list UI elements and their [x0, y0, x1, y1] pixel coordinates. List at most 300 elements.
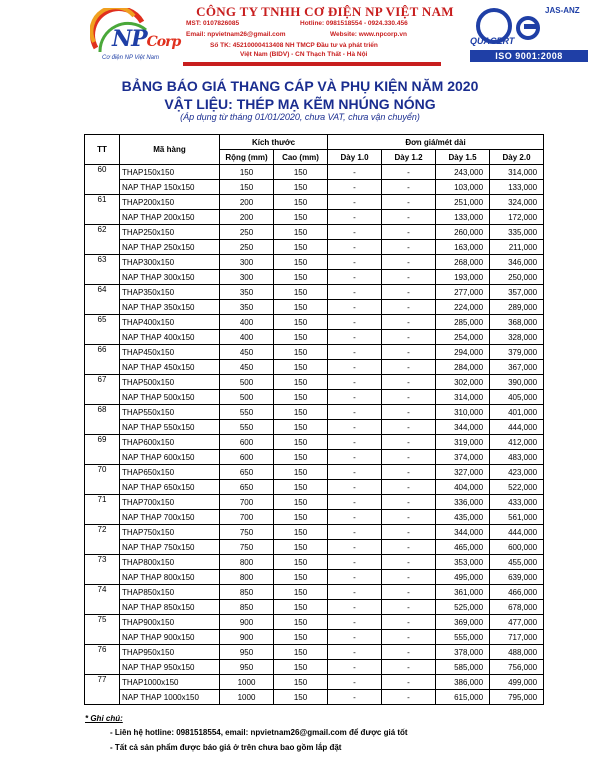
cell-thickness-2-0: 314,000	[490, 165, 544, 180]
cell-code: NAP THAP 750x150	[120, 540, 220, 555]
cell-tt: 61	[85, 195, 120, 225]
table-row	[85, 525, 544, 540]
cell-height: 150	[274, 675, 328, 690]
table-row	[85, 615, 544, 630]
header-thickness-1-0: Dày 1.0	[328, 150, 382, 165]
header-thickness-1-5: Dày 1.5	[436, 150, 490, 165]
cell-code: THAP400x150	[120, 315, 220, 330]
cell-thickness-2-0: 423,000	[490, 465, 544, 480]
cell-code: NAP THAP 400x150	[120, 330, 220, 345]
cell-thickness-2-0: 211,000	[490, 240, 544, 255]
cell-width: 500	[220, 390, 274, 405]
cell-thickness-1-0: -	[328, 360, 382, 375]
cell-height: 150	[274, 375, 328, 390]
cell-thickness-1-0: -	[328, 225, 382, 240]
cell-thickness-1-5: 435,000	[436, 510, 490, 525]
cell-code: THAP900x150	[120, 615, 220, 630]
cell-thickness-1-5: 260,000	[436, 225, 490, 240]
table-row	[85, 645, 544, 660]
jas-anz-label: JAS-ANZ	[545, 6, 580, 15]
header-height: Cao (mm)	[274, 150, 328, 165]
cell-thickness-1-5: 374,000	[436, 450, 490, 465]
cell-code: NAP THAP 350x150	[120, 300, 220, 315]
cell-code: THAP600x150	[120, 435, 220, 450]
cell-thickness-1-2: -	[382, 270, 436, 285]
cell-thickness-1-5: 268,000	[436, 255, 490, 270]
cell-width: 600	[220, 435, 274, 450]
price-table	[84, 134, 544, 705]
cell-thickness-1-0: -	[328, 465, 382, 480]
cell-thickness-1-2: -	[382, 345, 436, 360]
cell-tt: 67	[85, 375, 120, 405]
cell-code: NAP THAP 200x150	[120, 210, 220, 225]
header-size: Kích thước	[220, 135, 328, 150]
cell-thickness-1-0: -	[328, 210, 382, 225]
cell-thickness-2-0: 401,000	[490, 405, 544, 420]
cell-thickness-1-0: -	[328, 165, 382, 180]
cell-thickness-1-2: -	[382, 495, 436, 510]
cell-height: 150	[274, 690, 328, 705]
cell-width: 200	[220, 210, 274, 225]
hotline: Hotline: 0981518554 - 0924.330.456	[300, 20, 408, 27]
note-installation: - Tất cả sản phẩm được báo giá ở trên chưa bao gồm lắp đặt	[110, 743, 342, 752]
cell-height: 150	[274, 630, 328, 645]
divider	[183, 62, 441, 66]
cell-thickness-1-0: -	[328, 345, 382, 360]
cell-height: 150	[274, 480, 328, 495]
cell-thickness-2-0: 412,000	[490, 435, 544, 450]
cell-height: 150	[274, 540, 328, 555]
table-row	[85, 165, 544, 180]
cell-code: NAP THAP 700x150	[120, 510, 220, 525]
cell-code: NAP THAP 500x150	[120, 390, 220, 405]
cell-thickness-2-0: 756,000	[490, 660, 544, 675]
cell-thickness-1-5: 285,000	[436, 315, 490, 330]
material-title: VẬT LIỆU: THÉP MẠ KẼM NHÚNG NÓNG	[164, 96, 436, 112]
cell-width: 850	[220, 585, 274, 600]
cell-thickness-2-0: 499,000	[490, 675, 544, 690]
table-row	[85, 465, 544, 480]
cell-tt: 76	[85, 645, 120, 675]
cell-thickness-2-0: 133,000	[490, 180, 544, 195]
table-row	[85, 285, 544, 300]
cell-thickness-2-0: 433,000	[490, 495, 544, 510]
cell-tt: 70	[85, 465, 120, 495]
cell-thickness-1-0: -	[328, 450, 382, 465]
cell-width: 600	[220, 450, 274, 465]
cell-width: 250	[220, 225, 274, 240]
table-row	[85, 270, 544, 285]
cell-thickness-1-5: 555,000	[436, 630, 490, 645]
table-row	[85, 300, 544, 315]
cell-width: 900	[220, 630, 274, 645]
cell-thickness-2-0: 488,000	[490, 645, 544, 660]
cell-height: 150	[274, 225, 328, 240]
cell-thickness-1-0: -	[328, 285, 382, 300]
cell-thickness-1-2: -	[382, 675, 436, 690]
cell-thickness-1-0: -	[328, 645, 382, 660]
cell-thickness-2-0: 367,000	[490, 360, 544, 375]
cell-thickness-1-0: -	[328, 270, 382, 285]
cell-width: 400	[220, 315, 274, 330]
cell-thickness-1-0: -	[328, 405, 382, 420]
table-row	[85, 210, 544, 225]
cell-height: 150	[274, 345, 328, 360]
cell-thickness-1-5: 193,000	[436, 270, 490, 285]
table-row	[85, 420, 544, 435]
cell-thickness-1-5: 284,000	[436, 360, 490, 375]
cell-thickness-1-2: -	[382, 165, 436, 180]
cell-thickness-1-5: 495,000	[436, 570, 490, 585]
cell-code: NAP THAP 1000x150	[120, 690, 220, 705]
cell-width: 200	[220, 195, 274, 210]
cell-thickness-2-0: 172,000	[490, 210, 544, 225]
cell-thickness-1-2: -	[382, 645, 436, 660]
cell-thickness-1-5: 615,000	[436, 690, 490, 705]
cell-code: NAP THAP 300x150	[120, 270, 220, 285]
header-code: Mã hàng	[120, 135, 220, 165]
cell-height: 150	[274, 510, 328, 525]
cell-thickness-1-2: -	[382, 570, 436, 585]
table-row	[85, 570, 544, 585]
cell-thickness-2-0: 522,000	[490, 480, 544, 495]
cell-code: NAP THAP 950x150	[120, 660, 220, 675]
cell-thickness-2-0: 444,000	[490, 525, 544, 540]
table-row	[85, 330, 544, 345]
cell-height: 150	[274, 615, 328, 630]
cell-thickness-1-2: -	[382, 405, 436, 420]
document-title: BẢNG BÁO GIÁ THANG CÁP VÀ PHỤ KIỆN NĂM 2020	[121, 78, 479, 94]
cell-thickness-1-2: -	[382, 585, 436, 600]
cell-thickness-1-5: 344,000	[436, 420, 490, 435]
cell-thickness-2-0: 795,000	[490, 690, 544, 705]
cell-width: 950	[220, 660, 274, 675]
cell-thickness-2-0: 600,000	[490, 540, 544, 555]
cell-thickness-2-0: 335,000	[490, 225, 544, 240]
cell-thickness-1-5: 294,000	[436, 345, 490, 360]
cell-thickness-2-0: 346,000	[490, 255, 544, 270]
table-row	[85, 555, 544, 570]
cell-height: 150	[274, 240, 328, 255]
cell-width: 250	[220, 240, 274, 255]
cell-thickness-1-5: 369,000	[436, 615, 490, 630]
cell-height: 150	[274, 435, 328, 450]
table-row	[85, 435, 544, 450]
table-body	[85, 165, 544, 705]
cell-height: 150	[274, 330, 328, 345]
cell-code: THAP950x150	[120, 645, 220, 660]
table-row	[85, 510, 544, 525]
cell-height: 150	[274, 465, 328, 480]
cell-thickness-1-0: -	[328, 300, 382, 315]
cell-thickness-2-0: 390,000	[490, 375, 544, 390]
cell-thickness-1-0: -	[328, 390, 382, 405]
cell-code: THAP800x150	[120, 555, 220, 570]
cell-thickness-2-0: 717,000	[490, 630, 544, 645]
quacert-label: QUACERT	[470, 36, 515, 46]
cell-width: 650	[220, 480, 274, 495]
table-row	[85, 195, 544, 210]
cell-height: 150	[274, 600, 328, 615]
cell-code: NAP THAP 600x150	[120, 450, 220, 465]
cell-height: 150	[274, 360, 328, 375]
cell-thickness-2-0: 678,000	[490, 600, 544, 615]
cell-height: 150	[274, 285, 328, 300]
note-hotline: - Liên hệ hotline: 0981518554, email: npvietnam26@gmail.com để được giá tốt	[110, 728, 408, 737]
table-row	[85, 480, 544, 495]
cell-thickness-1-2: -	[382, 225, 436, 240]
table-row	[85, 225, 544, 240]
cell-thickness-1-0: -	[328, 630, 382, 645]
cell-width: 350	[220, 285, 274, 300]
cell-thickness-1-2: -	[382, 660, 436, 675]
cell-thickness-1-0: -	[328, 585, 382, 600]
cell-height: 150	[274, 525, 328, 540]
header-tt: TT	[85, 135, 120, 165]
cell-thickness-2-0: 477,000	[490, 615, 544, 630]
cell-width: 1000	[220, 675, 274, 690]
cell-thickness-1-0: -	[328, 570, 382, 585]
cell-width: 800	[220, 555, 274, 570]
cell-height: 150	[274, 450, 328, 465]
cell-thickness-1-0: -	[328, 540, 382, 555]
cell-thickness-1-0: -	[328, 480, 382, 495]
cell-thickness-1-0: -	[328, 690, 382, 705]
cell-tt: 72	[85, 525, 120, 555]
cell-code: THAP450x150	[120, 345, 220, 360]
cell-thickness-1-0: -	[328, 330, 382, 345]
website: Website: www.npcorp.vn	[330, 31, 407, 38]
tax-code: MST: 0107826085	[186, 20, 240, 27]
table-row	[85, 630, 544, 645]
cell-thickness-2-0: 444,000	[490, 420, 544, 435]
cell-thickness-1-2: -	[382, 510, 436, 525]
cell-thickness-1-5: 163,000	[436, 240, 490, 255]
cell-thickness-1-5: 404,000	[436, 480, 490, 495]
cell-thickness-1-5: 254,000	[436, 330, 490, 345]
cell-tt: 66	[85, 345, 120, 375]
cell-height: 150	[274, 300, 328, 315]
cell-width: 800	[220, 570, 274, 585]
table-row	[85, 375, 544, 390]
cell-thickness-1-2: -	[382, 285, 436, 300]
cell-width: 400	[220, 330, 274, 345]
cell-height: 150	[274, 195, 328, 210]
table-row	[85, 255, 544, 270]
cell-width: 850	[220, 600, 274, 615]
cell-thickness-1-5: 378,000	[436, 645, 490, 660]
cell-thickness-1-2: -	[382, 480, 436, 495]
cell-height: 150	[274, 180, 328, 195]
cell-thickness-1-2: -	[382, 210, 436, 225]
cell-code: THAP850x150	[120, 585, 220, 600]
cell-thickness-2-0: 483,000	[490, 450, 544, 465]
cell-thickness-1-5: 277,000	[436, 285, 490, 300]
cell-tt: 69	[85, 435, 120, 465]
cell-thickness-1-2: -	[382, 690, 436, 705]
cell-thickness-1-2: -	[382, 540, 436, 555]
bank-account-line2: Việt Nam (BIDV) - CN Thạch Thất - Hà Nội	[240, 51, 368, 58]
cell-width: 300	[220, 270, 274, 285]
cell-tt: 65	[85, 315, 120, 345]
table-row	[85, 660, 544, 675]
bank-account-line1: Số TK: 45210000413408 NH TMCP Đầu tư và phát triển	[210, 42, 378, 49]
table-row	[85, 315, 544, 330]
header-thickness-2-0: Dày 2.0	[490, 150, 544, 165]
cell-tt: 71	[85, 495, 120, 525]
cell-tt: 74	[85, 585, 120, 615]
cell-thickness-1-0: -	[328, 600, 382, 615]
cell-thickness-1-0: -	[328, 660, 382, 675]
cell-tt: 60	[85, 165, 120, 195]
cell-thickness-1-0: -	[328, 240, 382, 255]
cell-height: 150	[274, 660, 328, 675]
cell-height: 150	[274, 585, 328, 600]
cell-width: 150	[220, 165, 274, 180]
cell-thickness-1-2: -	[382, 630, 436, 645]
cell-thickness-1-5: 319,000	[436, 435, 490, 450]
cell-thickness-1-2: -	[382, 360, 436, 375]
cell-thickness-1-5: 525,000	[436, 600, 490, 615]
table-row	[85, 585, 544, 600]
cell-code: THAP750x150	[120, 525, 220, 540]
cell-thickness-1-0: -	[328, 375, 382, 390]
table-row	[85, 240, 544, 255]
header-width: Rộng (mm)	[220, 150, 274, 165]
cell-thickness-1-0: -	[328, 195, 382, 210]
table-row	[85, 690, 544, 705]
cell-thickness-1-0: -	[328, 255, 382, 270]
cell-width: 500	[220, 375, 274, 390]
cell-height: 150	[274, 405, 328, 420]
cell-height: 150	[274, 570, 328, 585]
cell-thickness-2-0: 405,000	[490, 390, 544, 405]
cell-thickness-1-0: -	[328, 180, 382, 195]
table-row	[85, 345, 544, 360]
cell-thickness-1-0: -	[328, 495, 382, 510]
cell-thickness-1-5: 386,000	[436, 675, 490, 690]
cell-tt: 75	[85, 615, 120, 645]
iso-label: ISO 9001:2008	[470, 50, 588, 62]
table-row	[85, 675, 544, 690]
cell-width: 300	[220, 255, 274, 270]
cell-tt: 73	[85, 555, 120, 585]
cell-thickness-1-2: -	[382, 555, 436, 570]
cell-thickness-1-5: 585,000	[436, 660, 490, 675]
cell-thickness-1-0: -	[328, 315, 382, 330]
cell-code: THAP500x150	[120, 375, 220, 390]
cell-tt: 63	[85, 255, 120, 285]
cell-code: THAP1000x150	[120, 675, 220, 690]
document-subtitle: (Áp dụng từ tháng 01/01/2020, chưa VAT, chưa vận chuyển)	[180, 112, 420, 122]
cell-thickness-1-0: -	[328, 615, 382, 630]
cell-thickness-1-5: 344,000	[436, 525, 490, 540]
cell-thickness-1-2: -	[382, 315, 436, 330]
table-row	[85, 360, 544, 375]
cell-thickness-1-0: -	[328, 420, 382, 435]
cell-thickness-2-0: 455,000	[490, 555, 544, 570]
cell-code: THAP200x150	[120, 195, 220, 210]
logo-text: NPCorp	[112, 26, 181, 52]
company-name: CÔNG TY TNHH CƠ ĐIỆN NP VIỆT NAM	[196, 4, 454, 19]
cell-code: NAP THAP 450x150	[120, 360, 220, 375]
cell-thickness-1-5: 302,000	[436, 375, 490, 390]
logo-subtitle: Cơ điện NP Việt Nam	[102, 55, 159, 61]
cell-width: 350	[220, 300, 274, 315]
cell-height: 150	[274, 645, 328, 660]
cell-code: THAP300x150	[120, 255, 220, 270]
header-thickness-1-2: Dày 1.2	[382, 150, 436, 165]
table-row	[85, 390, 544, 405]
cell-height: 150	[274, 420, 328, 435]
cell-thickness-2-0: 324,000	[490, 195, 544, 210]
cell-height: 150	[274, 555, 328, 570]
cell-thickness-2-0: 328,000	[490, 330, 544, 345]
cell-width: 700	[220, 495, 274, 510]
table-row	[85, 540, 544, 555]
header-price: Đơn giá/mét dài	[328, 135, 544, 150]
cell-thickness-1-2: -	[382, 435, 436, 450]
cell-width: 150	[220, 180, 274, 195]
cell-thickness-1-2: -	[382, 390, 436, 405]
cell-height: 150	[274, 390, 328, 405]
cell-thickness-1-5: 103,000	[436, 180, 490, 195]
cell-tt: 77	[85, 675, 120, 705]
cell-code: NAP THAP 800x150	[120, 570, 220, 585]
cell-width: 900	[220, 615, 274, 630]
cell-height: 150	[274, 210, 328, 225]
cell-thickness-2-0: 379,000	[490, 345, 544, 360]
cell-thickness-1-5: 251,000	[436, 195, 490, 210]
cell-width: 700	[220, 510, 274, 525]
cell-code: THAP250x150	[120, 225, 220, 240]
cell-thickness-2-0: 561,000	[490, 510, 544, 525]
cell-thickness-1-2: -	[382, 420, 436, 435]
cell-thickness-2-0: 289,000	[490, 300, 544, 315]
letterhead	[0, 0, 600, 70]
cell-code: NAP THAP 250x150	[120, 240, 220, 255]
cell-code: THAP700x150	[120, 495, 220, 510]
cell-thickness-1-2: -	[382, 375, 436, 390]
cell-width: 750	[220, 540, 274, 555]
cell-thickness-1-5: 336,000	[436, 495, 490, 510]
cell-thickness-1-2: -	[382, 615, 436, 630]
table-row	[85, 600, 544, 615]
cell-tt: 64	[85, 285, 120, 315]
cell-height: 150	[274, 270, 328, 285]
cell-code: THAP150x150	[120, 165, 220, 180]
cell-width: 750	[220, 525, 274, 540]
cell-thickness-1-5: 361,000	[436, 585, 490, 600]
table-row	[85, 405, 544, 420]
cell-thickness-2-0: 368,000	[490, 315, 544, 330]
cell-code: NAP THAP 650x150	[120, 480, 220, 495]
cell-thickness-1-0: -	[328, 510, 382, 525]
cell-thickness-1-0: -	[328, 435, 382, 450]
cell-width: 1000	[220, 690, 274, 705]
cell-code: THAP650x150	[120, 465, 220, 480]
cell-height: 150	[274, 315, 328, 330]
cell-height: 150	[274, 255, 328, 270]
cell-thickness-2-0: 250,000	[490, 270, 544, 285]
cell-thickness-1-5: 353,000	[436, 555, 490, 570]
table-row	[85, 450, 544, 465]
cell-thickness-1-2: -	[382, 465, 436, 480]
cell-width: 550	[220, 420, 274, 435]
cell-thickness-1-5: 465,000	[436, 540, 490, 555]
cell-thickness-1-2: -	[382, 525, 436, 540]
cell-thickness-2-0: 639,000	[490, 570, 544, 585]
